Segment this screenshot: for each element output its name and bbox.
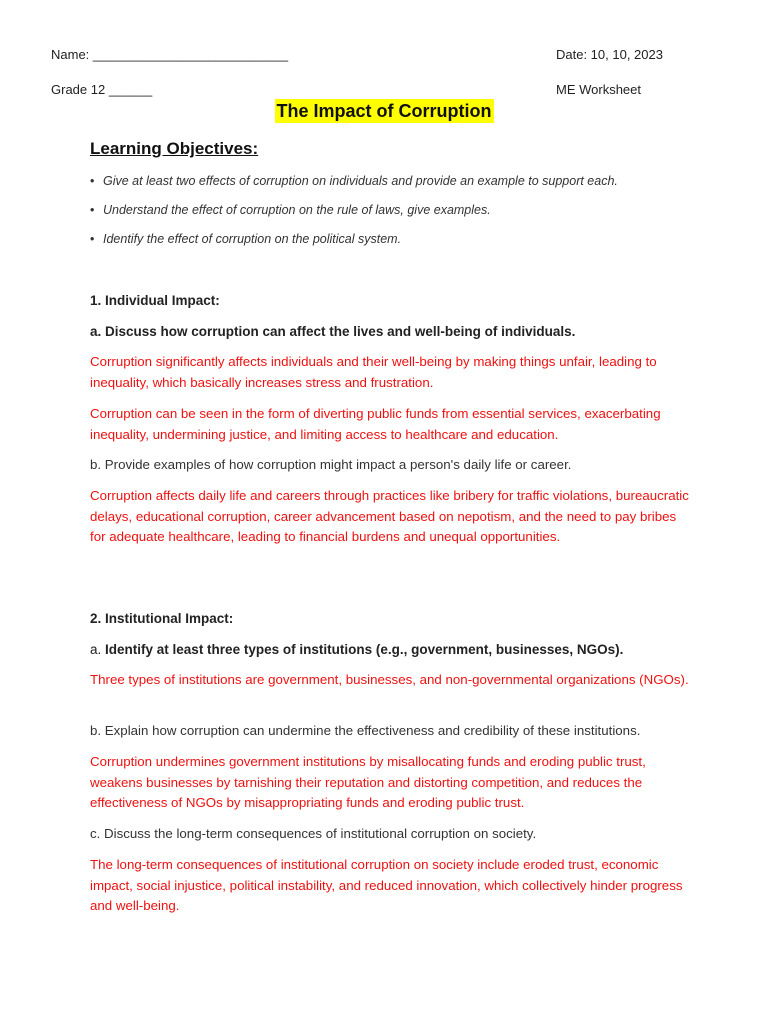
objective-item	[90, 232, 401, 246]
question-2a	[90, 640, 690, 661]
question-1b: b. Provide examples of how corruption might impact a person's daily life or career.	[90, 457, 572, 472]
question-2a-prefix: a.	[90, 642, 102, 657]
objective-text: Give at least two effects of corruption on individuals and provide an example to support each.	[103, 174, 618, 188]
question-1a: a. Discuss how corruption can affect the lives and well-being of individuals.	[90, 324, 576, 339]
question-2a-text: Identify at least three types of institutions (e.g., government, businesses, NGOs).	[105, 642, 624, 657]
objective-item	[90, 203, 491, 217]
bullet-icon: •	[90, 203, 95, 217]
answer-2a: Three types of institutions are government, businesses, and non-governmental organizations (NGOs).	[90, 672, 689, 687]
bullet-icon: •	[90, 232, 95, 246]
answer-2b: Corruption undermines government institutions by misallocating funds and eroding public trust, weakens businesses by tarnishing their reputation and distorting competition, and reduces the effectiveness of NGOs by misappropriating funds and eroding public trust.	[90, 754, 646, 811]
answer-1b: Corruption affects daily life and careers through practices like bribery for traffic violations, bureaucratic delays, educational corruption, career advancement based on nepotism, and the need to pay bribes for adequate healthcare, leading to financial burdens and unequal opportunities.	[90, 488, 689, 545]
question-2c: c. Discuss the long-term consequences of institutional corruption on society.	[90, 826, 537, 841]
objective-text: Understand the effect of corruption on the rule of laws, give examples.	[103, 203, 491, 217]
page-title: The Impact of Corruption	[276, 101, 492, 121]
answer-1a-part2: Corruption can be seen in the form of diverting public funds from essential services, exacerbating inequality, undermining justice, and limiting access to healthcare and education.	[90, 406, 661, 442]
objective-item	[90, 174, 618, 188]
answer-1a-part1: Corruption significantly affects individuals and their well-being by making things unfair, leading to inequality, which basically increases stress and frustration.	[90, 354, 657, 390]
date-label: Date: 10, 10, 2023	[556, 47, 663, 62]
worksheet-label: ME Worksheet	[556, 82, 642, 97]
section-heading-institutional: 2. Institutional Impact:	[90, 611, 234, 626]
section-heading-individual: 1. Individual Impact:	[90, 293, 220, 308]
objective-text: Identify the effect of corruption on the political system.	[103, 232, 402, 246]
learning-objectives-heading: Learning Objectives:	[90, 139, 259, 158]
grade-label: Grade 12 ______	[51, 82, 153, 97]
title-container	[0, 99, 768, 123]
name-field-label: Name: ___________________________	[51, 47, 289, 62]
bullet-icon: •	[90, 174, 95, 188]
question-2b: b. Explain how corruption can undermine the effectiveness and credibility of these institutions.	[90, 723, 641, 738]
answer-2c: The long-term consequences of institutional corruption on society include eroded trust, economic impact, social injustice, political instability, and reduced innovation, which collectively hinder progress and well-being.	[90, 857, 683, 914]
